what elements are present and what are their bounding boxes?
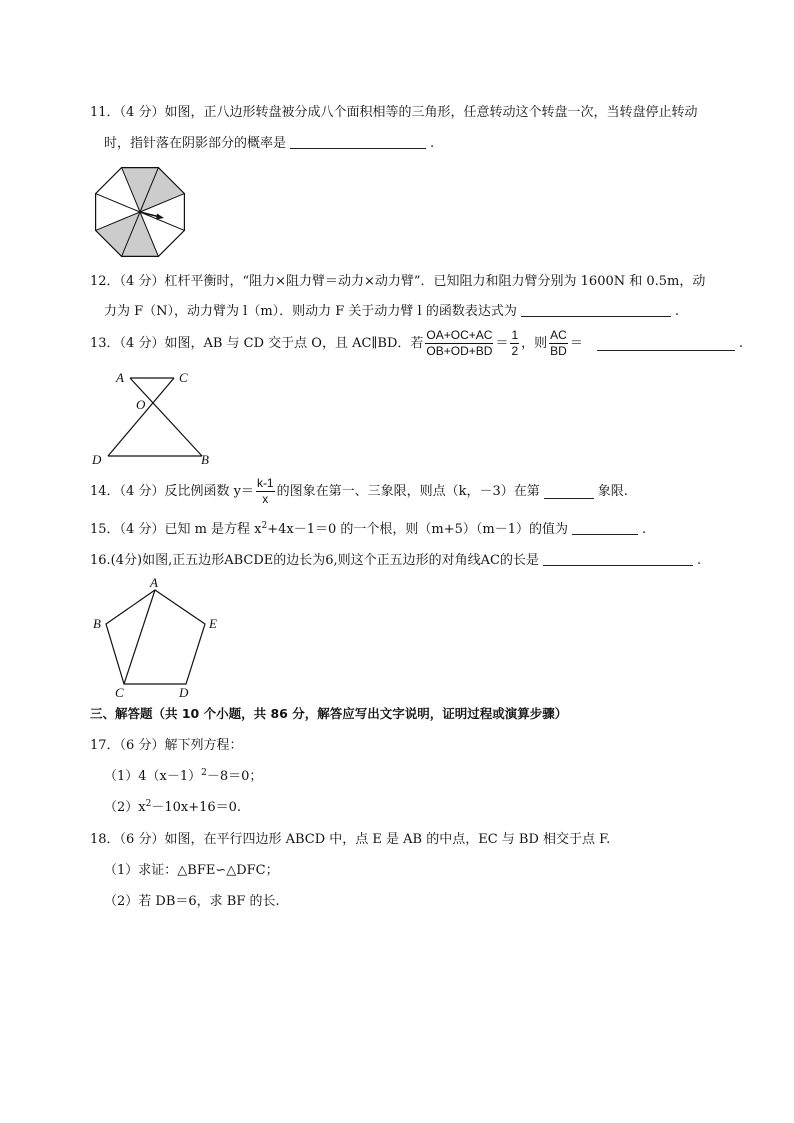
- q16-end: .: [697, 553, 702, 568]
- q13-end: .: [738, 335, 743, 351]
- diagonal-ac: [124, 590, 155, 684]
- q15-superscript: 2: [261, 521, 268, 531]
- q12-text: 力为 F（N），动力臂为 l（m）．则动力 F 关于动力臂 l 的函数表达式为: [104, 304, 517, 319]
- q14-fraction: [256, 476, 275, 507]
- q12-answer-blank[interactable]: [521, 302, 671, 317]
- q14-end: 象限.: [597, 483, 628, 499]
- q17-p1-suffix: －8＝0；: [206, 769, 263, 784]
- q14-answer-blank[interactable]: [544, 484, 594, 499]
- q11-text: 时，指针落在阴影部分的概率是: [104, 136, 287, 151]
- q13-frac2-denominator: 2: [511, 344, 519, 358]
- q14-line: [90, 476, 628, 507]
- q13-frac1-numerator: OA+OC+AC: [426, 328, 493, 342]
- q17-p2-prefix: （2）x: [104, 800, 146, 815]
- q12-line1: 12．（4 分）杠杆平衡时，“阻力×阻力臂＝动力×动力臂”．已知阻力和阻力臂分别为 1600N 和 0.5m，动: [90, 274, 706, 289]
- q16-label-d: D: [179, 685, 189, 700]
- q13-frac3-numerator: AC: [550, 328, 567, 342]
- pentagon-figure: [90, 574, 220, 699]
- q13-label-d: D: [92, 452, 102, 467]
- q15-line: [90, 520, 646, 539]
- q18-part2: （2）若 DB＝6，求 BF 的长.: [104, 894, 280, 909]
- q17-title: 17．（6 分）解下列方程：: [90, 738, 243, 753]
- q17-p1-prefix: （1）4（x－1）: [104, 769, 202, 784]
- q11-line2: [104, 134, 434, 153]
- q13-label-b: B: [201, 452, 209, 467]
- q15-answer-blank[interactable]: [572, 520, 638, 535]
- section-3-title: 三、解答题（共 10 个小题，共 86 分，解答应写出文字说明，证明过程或演算步骤）: [90, 706, 568, 721]
- q17-part2: [104, 799, 241, 817]
- q17-p1-superscript: 2: [201, 768, 207, 778]
- q17-part1: [104, 768, 262, 786]
- q13-equals: ＝: [495, 335, 509, 351]
- q13-line: [90, 328, 743, 359]
- q14-numerator: k-1: [256, 476, 274, 490]
- pentagon-abcde: [106, 590, 205, 684]
- pointer-arrow-icon: [156, 214, 164, 220]
- q13-label-a: A: [116, 370, 124, 385]
- q16-line: [90, 551, 701, 570]
- q13-triangles-figure: [88, 368, 218, 468]
- q15-suffix: +4x－1＝0 的一个根，则（m+5）（m－1）的值为: [267, 522, 569, 537]
- octagon-spinner-figure: [92, 164, 188, 260]
- q16-label-e: E: [209, 616, 217, 631]
- q15-end: .: [642, 522, 647, 537]
- q17-p2-superscript: 2: [145, 799, 152, 809]
- q13-frac3-denominator: BD: [550, 344, 567, 358]
- q15-prefix: 15．（4 分）已知 m 是方程 x: [90, 522, 262, 537]
- q16-label-c: C: [115, 685, 124, 700]
- q13-mid: ，则: [521, 335, 548, 351]
- q14-prefix: 14．（4 分）反比例函数 y＝: [90, 483, 254, 499]
- q12-end: .: [674, 304, 679, 319]
- q13-frac2-numerator: 1: [511, 328, 519, 342]
- q13-prefix: 13．（4 分）如图，AB 与 CD 交于点 O，且 AC∥BD．若: [90, 335, 424, 351]
- q12-line2: [104, 302, 679, 321]
- q13-label-c: C: [179, 370, 188, 385]
- q16-answer-blank[interactable]: [543, 551, 693, 566]
- q17-p2-suffix: －10x+16＝0.: [151, 800, 242, 815]
- q11-line1: 11．（4 分）如图，正八边形转盘被分成八个面积相等的三角形，任意转动这个转盘一次，当转盘停止转动: [90, 105, 698, 120]
- q16-text: 16.(4分)如图,正五边形ABCDE的边长为6,则这个正五边形的对角线AC的长是: [90, 553, 540, 568]
- q14-suffix: 的图象在第一、三象限，则点（k，－3）在第: [276, 483, 540, 499]
- q13-frac1-denominator: OB+OD+BD: [426, 344, 493, 358]
- q16-label-b: B: [93, 616, 101, 631]
- q16-label-a: A: [150, 575, 158, 590]
- q13-equals2: ＝: [569, 335, 583, 351]
- q18-part1: （1）求证：△BFE∽△DFC；: [104, 863, 279, 878]
- q13-label-o: O: [136, 397, 146, 412]
- q14-denominator: x: [262, 492, 269, 506]
- q13-fraction-perimeter: [425, 328, 493, 359]
- q11-end: .: [430, 136, 435, 151]
- q18-title: 18．（6 分）如图，在平行四边形 ABCD 中，点 E 是 AB 的中点，EC 与 BD 相交于点 F.: [90, 832, 611, 847]
- q13-answer-blank[interactable]: [597, 336, 735, 351]
- q13-fraction-ac-bd: [549, 328, 568, 359]
- q13-fraction-half: [510, 328, 519, 359]
- q11-answer-blank[interactable]: [290, 134, 426, 149]
